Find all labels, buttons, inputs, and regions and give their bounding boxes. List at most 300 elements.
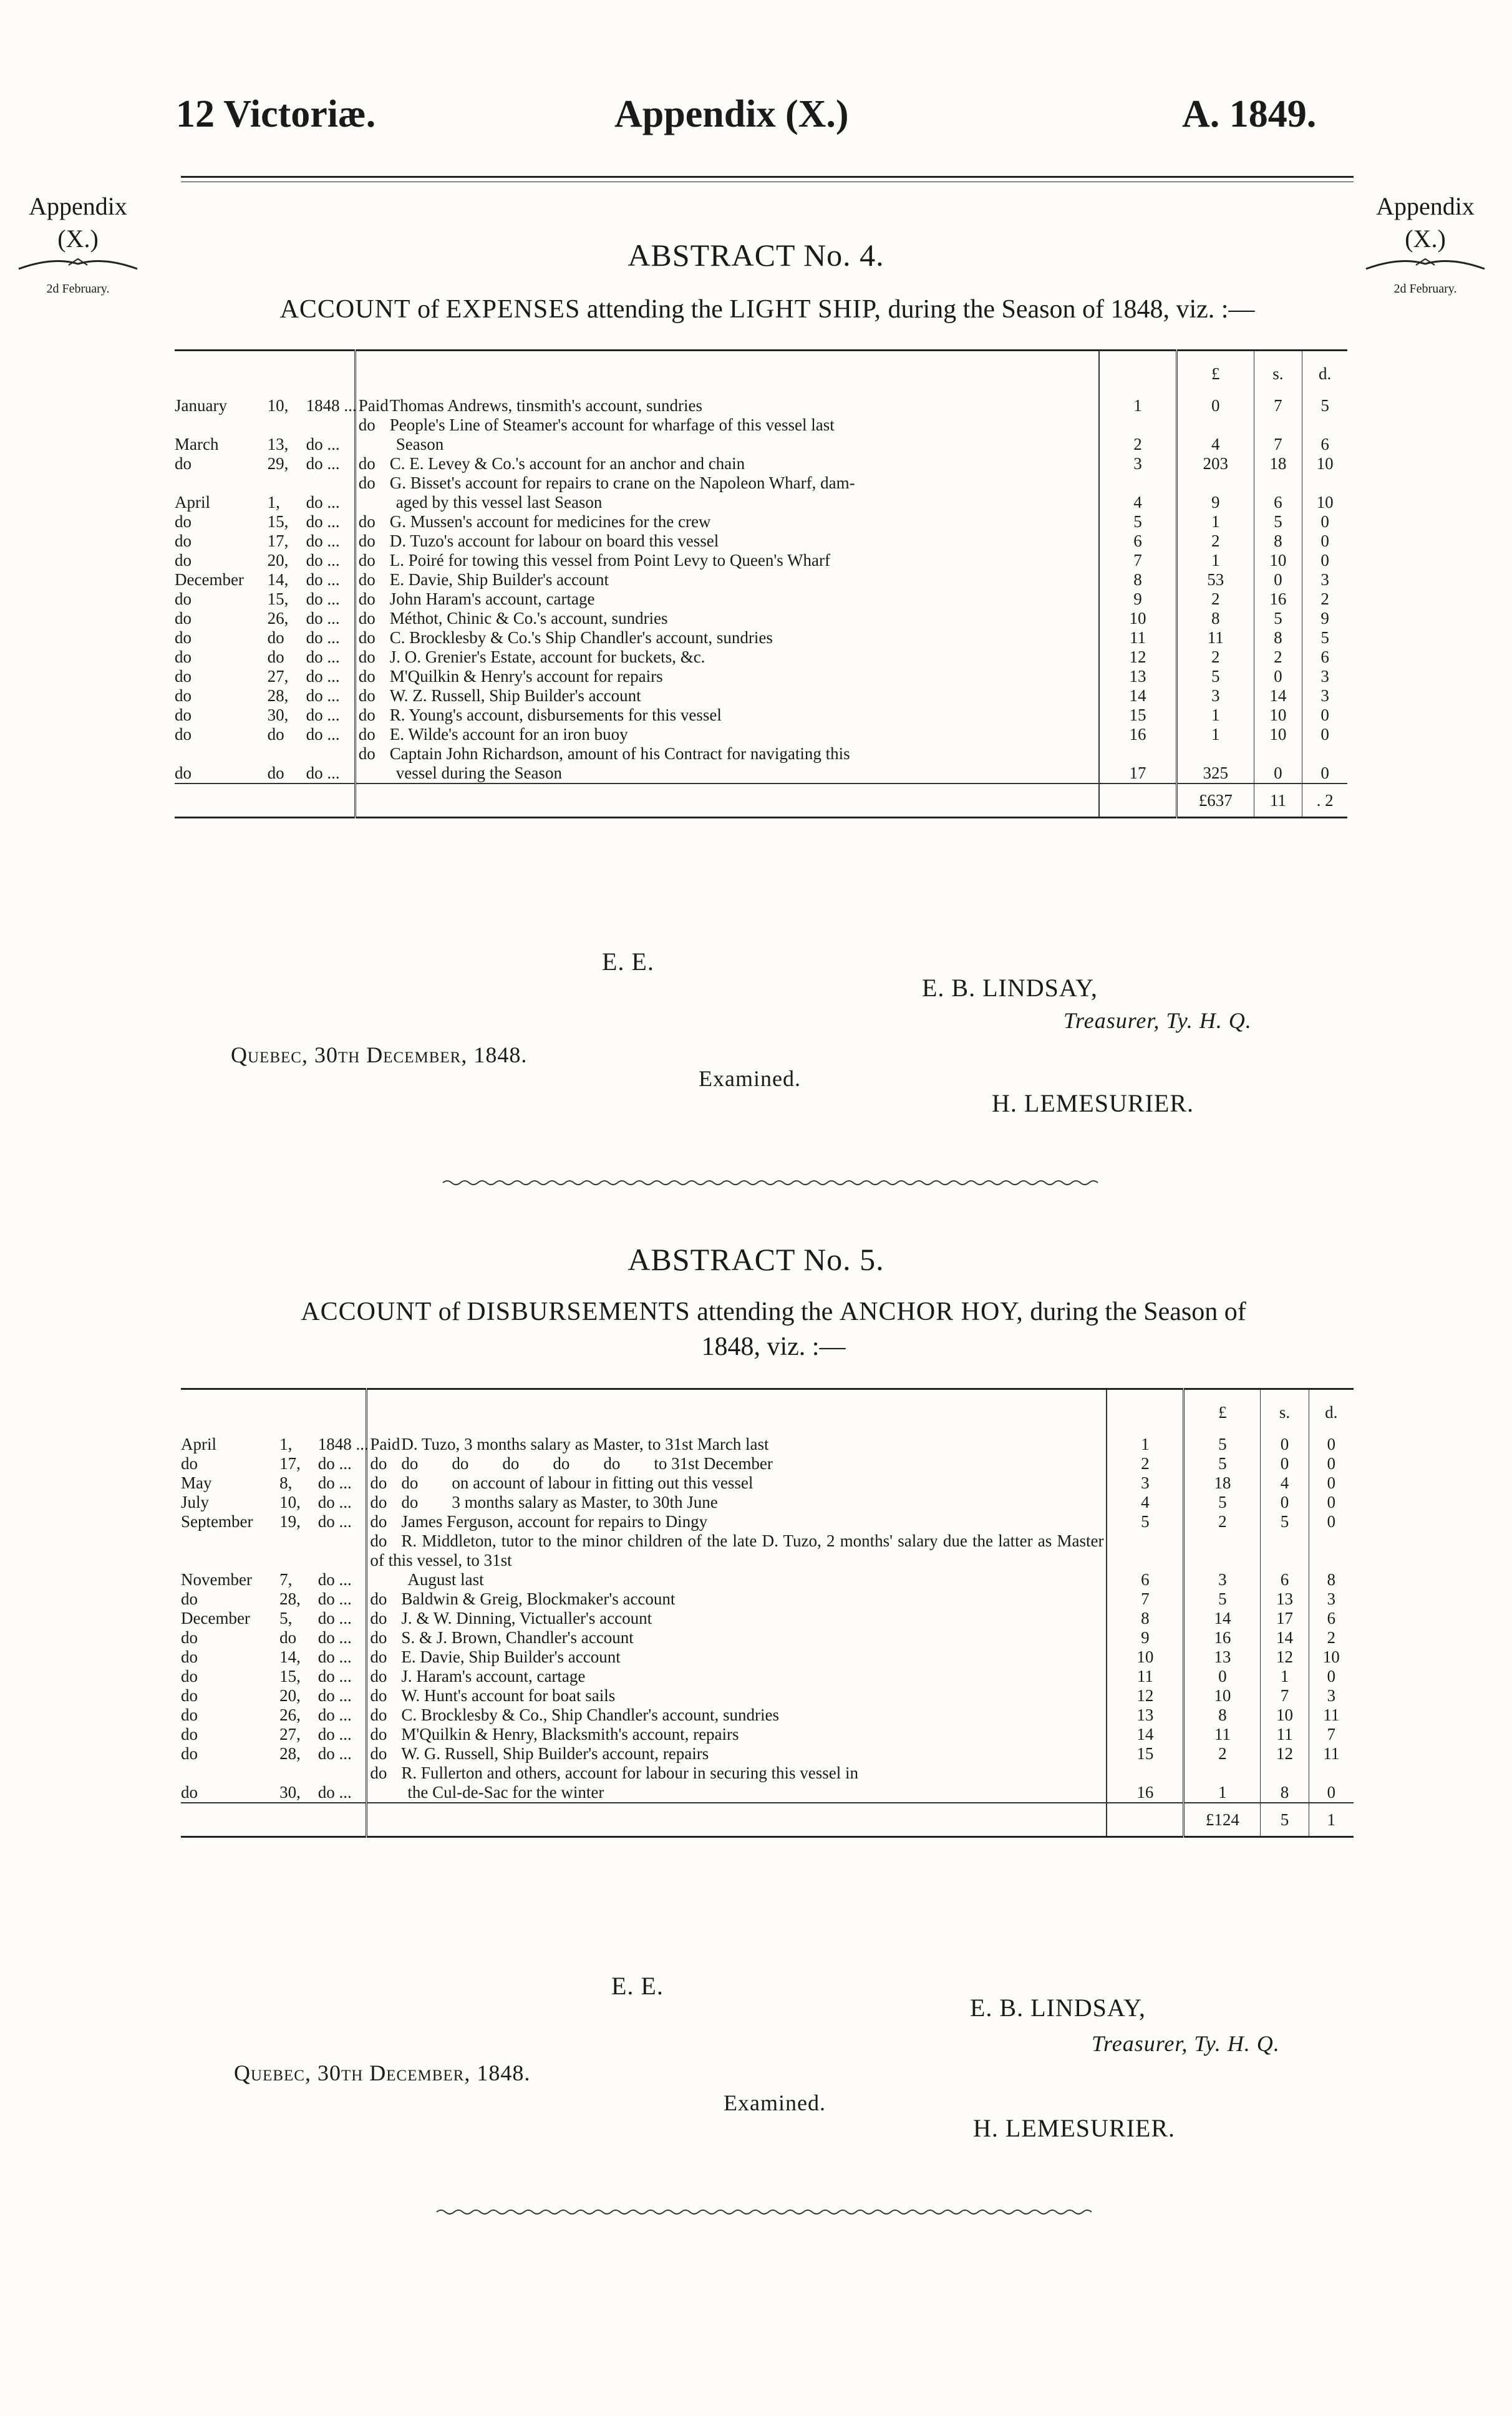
row-shillings: 10	[1261, 1705, 1309, 1725]
row-shillings: 0	[1261, 1454, 1309, 1473]
sig5-examined: Examined.	[724, 2090, 826, 2115]
row-voucher-no: 9	[1107, 1628, 1183, 1647]
row-year: do ...	[306, 764, 340, 782]
row-voucher-no: 16	[1107, 1763, 1183, 1803]
row-shillings: 7	[1254, 415, 1302, 454]
row-voucher-no: 4	[1107, 1493, 1183, 1512]
row-day: 17,	[267, 531, 289, 550]
row-prefix: do	[358, 531, 376, 550]
row-description	[355, 628, 1099, 648]
table-row	[175, 725, 1347, 744]
row-pounds: 5	[1176, 667, 1254, 686]
row-description	[367, 1512, 1107, 1531]
sig5-name: E. B. LINDSAY,	[970, 1994, 1146, 2022]
table-row	[181, 1512, 1354, 1531]
row-month: do	[175, 454, 191, 473]
sig4-examiner: H. LEMESURIER.	[992, 1089, 1194, 1117]
row-desc-text: R. Middleton, tutor to the minor children of the late D. Tuzo, 2 months' salary due the latter as Master of this vessel, to 31st	[370, 1531, 1108, 1569]
row-desc-text: James Ferguson, account for repairs to Dingy	[401, 1512, 708, 1531]
row-description	[355, 706, 1099, 725]
row-month: do	[175, 531, 191, 550]
row-year: do ...	[306, 725, 340, 744]
row-day: 17,	[279, 1454, 301, 1473]
row-prefix: do	[370, 1763, 387, 1782]
row-month: do	[175, 551, 191, 570]
table-row	[175, 396, 1347, 415]
row-shillings: 8	[1261, 1763, 1309, 1803]
row-month: April	[181, 1435, 216, 1453]
table-row	[175, 667, 1347, 686]
row-voucher-no: 2	[1107, 1454, 1183, 1473]
row-voucher-no: 14	[1107, 1725, 1183, 1744]
row-voucher-no: 8	[1107, 1609, 1183, 1628]
row-pence: 6	[1327, 1609, 1336, 1628]
total-row	[175, 784, 1347, 818]
section-divider	[437, 2208, 1092, 2216]
row-pounds: 11	[1176, 628, 1254, 648]
row-shillings: 0	[1254, 667, 1302, 686]
table-row	[181, 1454, 1354, 1473]
row-year: do ...	[317, 1589, 352, 1608]
table-row	[181, 1647, 1354, 1667]
row-month: do	[181, 1686, 198, 1705]
row-month: do	[181, 1705, 198, 1724]
row-pounds: 10	[1184, 1686, 1261, 1705]
row-day: 27,	[267, 667, 289, 686]
row-desc-continuation: the Cul-de-Sac for the winter	[407, 1783, 604, 1802]
row-voucher-no: 6	[1099, 531, 1176, 551]
row-pence: 7	[1327, 1725, 1336, 1744]
row-voucher-no: 13	[1107, 1705, 1183, 1725]
row-voucher-no: 16	[1099, 725, 1176, 744]
row-pounds: 8	[1184, 1705, 1261, 1725]
row-description	[355, 725, 1099, 744]
row-description	[355, 686, 1099, 706]
row-pence: 0	[1321, 764, 1329, 782]
row-pence: 8	[1327, 1570, 1336, 1589]
sig4-title: Treasurer, Ty. H. Q.	[1064, 1008, 1252, 1033]
row-year: do ...	[317, 1512, 352, 1531]
row-year: do ...	[317, 1705, 352, 1724]
col-pounds: £	[1184, 1389, 1261, 1435]
row-pence: 0	[1327, 1435, 1336, 1453]
sig5-place: Quebec, 30th December, 1848.	[234, 2060, 531, 2085]
row-desc-text: C. E. Levey & Co.'s account for an anchor and chain	[389, 454, 745, 473]
row-pence: 6	[1321, 435, 1329, 454]
row-pence: 0	[1327, 1783, 1336, 1802]
table-row	[181, 1667, 1354, 1686]
row-desc-text: W. G. Russell, Ship Builder's account, repairs	[401, 1744, 709, 1763]
row-shillings: 17	[1261, 1609, 1309, 1628]
row-desc-text: Thomas Andrews, tinsmith's account, sundries	[389, 396, 703, 415]
abstract4-title: ABSTRACT No. 4.	[628, 238, 884, 273]
col-shillings: s.	[1261, 1389, 1309, 1435]
row-month: do	[175, 648, 191, 666]
row-day: 13,	[267, 435, 289, 454]
row-year: do ...	[317, 1647, 352, 1666]
row-prefix: do	[370, 1512, 387, 1531]
row-voucher-no: 1	[1099, 396, 1176, 415]
row-desc-text: W. Z. Russell, Ship Builder's account	[389, 686, 641, 705]
row-year: do ...	[317, 1725, 352, 1744]
sig5-examiner: H. LEMESURIER.	[973, 2114, 1175, 2142]
row-day: 29,	[267, 454, 289, 473]
word-attending: attending the	[586, 295, 723, 324]
row-voucher-no: 17	[1099, 744, 1176, 784]
row-year: do ...	[306, 435, 340, 454]
row-desc-text: J. & W. Dinning, Victualler's account	[401, 1609, 652, 1628]
row-voucher-no: 12	[1107, 1686, 1183, 1705]
row-voucher-no: 9	[1099, 589, 1176, 609]
row-shillings: 5	[1261, 1512, 1309, 1531]
row-month: do	[181, 1589, 198, 1608]
row-shillings: 8	[1254, 628, 1302, 648]
word-light-ship: LIGHT SHIP,	[729, 295, 881, 324]
table-row	[181, 1686, 1354, 1705]
row-pounds: 3	[1176, 686, 1254, 706]
word-of: of	[417, 295, 440, 324]
row-year: do ...	[306, 551, 340, 570]
row-voucher-no: 15	[1099, 706, 1176, 725]
table-row	[181, 1725, 1354, 1744]
table-row	[175, 551, 1347, 570]
row-prefix: do	[370, 1473, 387, 1492]
row-month: do	[181, 1744, 198, 1763]
row-desc-text: Baldwin & Greig, Blockmaker's account	[401, 1589, 676, 1608]
row-description	[367, 1609, 1107, 1628]
row-desc-text: S. & J. Brown, Chandler's account	[401, 1628, 634, 1647]
table-row	[181, 1493, 1354, 1512]
row-day: 28,	[267, 686, 289, 705]
row-desc-text: L. Poiré for towing this vessel from Point Levy to Queen's Wharf	[389, 551, 830, 570]
row-year: do ...	[306, 454, 340, 473]
row-day: 28,	[279, 1589, 301, 1608]
row-description	[355, 570, 1099, 589]
row-voucher-no: 5	[1099, 512, 1176, 531]
row-shillings: 7	[1261, 1686, 1309, 1705]
row-year: 1848 ...	[306, 396, 357, 415]
table-row	[175, 454, 1347, 473]
row-pence: 3	[1321, 667, 1329, 686]
row-voucher-no: 11	[1107, 1667, 1183, 1686]
row-description	[367, 1763, 1107, 1803]
row-description	[355, 744, 1099, 784]
row-voucher-no: 10	[1107, 1647, 1183, 1667]
row-desc-text: J. Haram's account, cartage	[401, 1667, 586, 1686]
row-year: do ...	[306, 628, 340, 647]
row-voucher-no: 5	[1107, 1512, 1183, 1531]
table-row	[175, 609, 1347, 628]
row-pence: 11	[1323, 1705, 1340, 1724]
row-prefix: do	[370, 1589, 387, 1608]
margin-note-title: Appendix	[1376, 192, 1475, 220]
row-pounds: 9	[1176, 473, 1254, 512]
row-prefix: do	[358, 589, 376, 608]
row-pence: 10	[1316, 454, 1334, 473]
abstract4-table	[175, 349, 1347, 818]
row-pounds: 3	[1184, 1531, 1261, 1589]
row-pence: 3	[1321, 570, 1329, 589]
col-pence: d.	[1325, 1402, 1338, 1422]
row-desc-text: G. Bisset's account for repairs to crane on the Napoleon Wharf, dam-	[389, 473, 855, 492]
word-of: of	[438, 1298, 460, 1326]
row-description	[355, 396, 1099, 415]
row-pounds: 5	[1184, 1435, 1261, 1454]
row-pounds: 2	[1184, 1512, 1261, 1531]
row-desc-text: W. Hunt's account for boat sails	[401, 1686, 616, 1705]
row-month: do	[175, 764, 191, 782]
row-voucher-no: 7	[1107, 1589, 1183, 1609]
row-shillings: 0	[1254, 744, 1302, 784]
row-prefix: do	[370, 1609, 387, 1628]
sig5-title: Treasurer, Ty. H. Q.	[1092, 2031, 1280, 2056]
row-year: do ...	[306, 706, 340, 724]
row-pence: 3	[1321, 686, 1329, 705]
row-shillings: 0	[1261, 1493, 1309, 1512]
row-pence: 0	[1321, 512, 1329, 531]
row-shillings: 12	[1261, 1744, 1309, 1763]
row-month: do	[175, 706, 191, 724]
row-pounds: 5	[1184, 1493, 1261, 1512]
row-pounds: 2	[1176, 589, 1254, 609]
row-pounds: 5	[1184, 1454, 1261, 1473]
row-prefix: do	[370, 1744, 387, 1763]
sig5-ee: E. E.	[611, 1972, 664, 2000]
row-desc-text: J. O. Grenier's Estate, account for buckets, &c.	[389, 648, 705, 666]
row-year: do ...	[306, 589, 340, 608]
row-month: do	[175, 512, 191, 531]
row-pence: 3	[1327, 1589, 1336, 1608]
word-anchor-hoy: ANCHOR HOY,	[839, 1298, 1024, 1326]
row-prefix: do	[358, 415, 376, 434]
row-desc-text: Méthot, Chinic & Co.'s account, sundries	[389, 609, 668, 628]
row-description	[355, 648, 1099, 667]
row-desc-text: People's Line of Steamer's account for wharfage of this vessel last	[389, 415, 835, 434]
table-row	[175, 628, 1347, 648]
row-month: December	[181, 1609, 250, 1628]
row-voucher-no: 2	[1099, 415, 1176, 454]
total-shillings: 5	[1261, 1803, 1309, 1837]
row-shillings: 7	[1254, 396, 1302, 415]
row-shillings: 5	[1254, 609, 1302, 628]
row-pounds: 16	[1184, 1628, 1261, 1647]
row-pounds: 1	[1184, 1763, 1261, 1803]
row-voucher-no: 8	[1099, 570, 1176, 589]
table-row	[181, 1473, 1354, 1493]
row-day: 30,	[267, 706, 289, 724]
row-day: 26,	[279, 1705, 301, 1724]
row-prefix: do	[370, 1628, 387, 1647]
row-voucher-no: 12	[1099, 648, 1176, 667]
row-pounds: 1	[1176, 706, 1254, 725]
row-day: 30,	[279, 1783, 301, 1802]
sig4-name: E. B. LINDSAY,	[922, 974, 1098, 1002]
row-day: do	[267, 648, 284, 666]
row-desc-text: Captain John Richardson, amount of his Contract for navigating this	[389, 744, 850, 763]
table-row	[175, 589, 1347, 609]
word-attending: attending the	[697, 1298, 833, 1326]
word-during: during the Season of	[1030, 1298, 1246, 1326]
row-year: do ...	[317, 1454, 352, 1473]
row-prefix: do	[358, 609, 376, 628]
table-row	[175, 415, 1347, 454]
sig4-place: Quebec, 30th December, 1848.	[231, 1042, 528, 1067]
row-year: do ...	[317, 1783, 352, 1802]
table-row	[181, 1628, 1354, 1647]
row-day: 8,	[279, 1473, 293, 1492]
row-desc-text: M'Quilkin & Henry's account for repairs	[389, 667, 663, 686]
sig4-examined: Examined.	[699, 1066, 801, 1091]
row-day: 1,	[267, 493, 280, 512]
row-prefix: do	[358, 473, 376, 492]
margin-note-sub: (X.)	[1405, 225, 1446, 253]
row-desc-text: E. Wilde's account for an iron buoy	[389, 725, 628, 744]
row-desc-text: do on account of labour in fitting out this vessel	[401, 1473, 754, 1492]
table-row	[181, 1609, 1354, 1628]
row-year: do ...	[317, 1570, 352, 1589]
row-year: do ...	[306, 531, 340, 550]
row-description	[367, 1589, 1107, 1609]
row-shillings: 8	[1254, 531, 1302, 551]
row-month: do	[175, 609, 191, 628]
abstract5-table	[181, 1388, 1354, 1838]
row-month: December	[175, 570, 244, 589]
row-prefix: do	[370, 1647, 387, 1666]
word-expenses: EXPENSES	[445, 295, 581, 324]
row-month: do	[181, 1667, 198, 1686]
row-year: do ...	[306, 609, 340, 628]
row-desc-continuation: August last	[407, 1570, 484, 1589]
header-rule	[181, 176, 1354, 182]
row-day: 15,	[267, 589, 289, 608]
word-account: ACCOUNT	[279, 295, 411, 324]
row-year: do ...	[317, 1628, 352, 1647]
row-pence: 0	[1321, 706, 1329, 724]
row-year: do ...	[317, 1667, 352, 1686]
row-pence: 0	[1327, 1473, 1336, 1492]
row-year: do ...	[306, 667, 340, 686]
row-year: do ...	[306, 648, 340, 666]
row-shillings: 11	[1261, 1725, 1309, 1744]
row-description	[355, 589, 1099, 609]
row-desc-text: R. Young's account, disbursements for this vessel	[389, 706, 722, 724]
row-desc-text: D. Tuzo's account for labour on board this vessel	[389, 531, 719, 550]
row-description	[355, 415, 1099, 454]
row-pounds: 2	[1184, 1744, 1261, 1763]
row-pence: 3	[1327, 1686, 1336, 1705]
row-year: do ...	[317, 1609, 352, 1628]
abstract5-account-title	[200, 1294, 1347, 1364]
row-month: September	[181, 1512, 253, 1531]
row-voucher-no: 7	[1099, 551, 1176, 570]
row-day: 7,	[279, 1570, 293, 1589]
row-prefix: do	[358, 706, 376, 724]
table-row	[175, 706, 1347, 725]
row-year: 1848 ...	[317, 1435, 369, 1453]
row-shillings: 10	[1254, 706, 1302, 725]
row-pence: 2	[1327, 1628, 1336, 1647]
row-shillings: 14	[1261, 1628, 1309, 1647]
table-row	[175, 570, 1347, 589]
row-pence: 0	[1327, 1512, 1336, 1531]
row-shillings: 10	[1254, 725, 1302, 744]
row-day: 28,	[279, 1744, 301, 1763]
total-pounds: £637	[1176, 784, 1254, 818]
header-right: A. 1849.	[1182, 93, 1317, 135]
row-shillings: 2	[1254, 648, 1302, 667]
row-description	[367, 1435, 1107, 1454]
table-row	[181, 1744, 1354, 1763]
row-year: do ...	[306, 570, 340, 589]
row-shillings: 6	[1254, 473, 1302, 512]
row-prefix: do	[358, 512, 376, 531]
table-row	[175, 686, 1347, 706]
row-desc-text: C. Brocklesby & Co.'s Ship Chandler's account, sundries	[389, 628, 773, 647]
row-pence: 0	[1321, 551, 1329, 570]
row-desc-text: E. Davie, Ship Builder's account	[389, 570, 609, 589]
row-desc-text: D. Tuzo, 3 months salary as Master, to 31st March last	[401, 1435, 769, 1453]
row-pence: 10	[1322, 1647, 1340, 1666]
row-prefix: do	[370, 1705, 387, 1724]
row-prefix: do	[358, 570, 376, 589]
header-left: 12 Victoriæ.	[176, 93, 376, 135]
row-day: do	[279, 1628, 297, 1647]
total-pence: 1	[1309, 1803, 1354, 1837]
row-month: do	[181, 1647, 198, 1666]
table-row	[181, 1589, 1354, 1609]
table-row	[175, 648, 1347, 667]
row-prefix: do	[370, 1725, 387, 1744]
row-description	[367, 1667, 1107, 1686]
row-month: do	[175, 725, 191, 744]
row-description	[367, 1628, 1107, 1647]
row-month: November	[181, 1570, 252, 1589]
row-month: do	[181, 1783, 198, 1802]
row-day: 19,	[279, 1512, 301, 1531]
row-month: April	[175, 493, 210, 512]
word-account: ACCOUNT	[301, 1298, 432, 1326]
table-row	[175, 512, 1347, 531]
row-voucher-no: 14	[1099, 686, 1176, 706]
row-shillings: 16	[1254, 589, 1302, 609]
row-month: March	[175, 435, 219, 454]
row-voucher-no: 3	[1107, 1473, 1183, 1493]
margin-note-title: Appendix	[29, 192, 127, 220]
table-row	[181, 1531, 1354, 1589]
row-day: 14,	[279, 1647, 301, 1666]
row-year: do ...	[306, 493, 340, 512]
row-pounds: 53	[1176, 570, 1254, 589]
row-pounds: 4	[1176, 415, 1254, 454]
row-pounds: 5	[1184, 1589, 1261, 1609]
table-row	[175, 744, 1347, 784]
row-month: do	[181, 1725, 198, 1744]
row-voucher-no: 1	[1107, 1435, 1183, 1454]
row-pounds: 203	[1176, 454, 1254, 473]
row-shillings: 13	[1261, 1589, 1309, 1609]
word-during: during the Season of 1848, viz. :—	[888, 295, 1255, 324]
row-pence: 0	[1327, 1493, 1336, 1511]
row-day: do	[267, 764, 284, 782]
row-voucher-no: 10	[1099, 609, 1176, 628]
row-pounds: 1	[1176, 512, 1254, 531]
row-pounds: 0	[1176, 396, 1254, 415]
row-day: 26,	[267, 609, 289, 628]
row-pence: 11	[1323, 1744, 1340, 1763]
table-row	[175, 473, 1347, 512]
row-pounds: 1	[1176, 551, 1254, 570]
row-day: 15,	[279, 1667, 301, 1686]
